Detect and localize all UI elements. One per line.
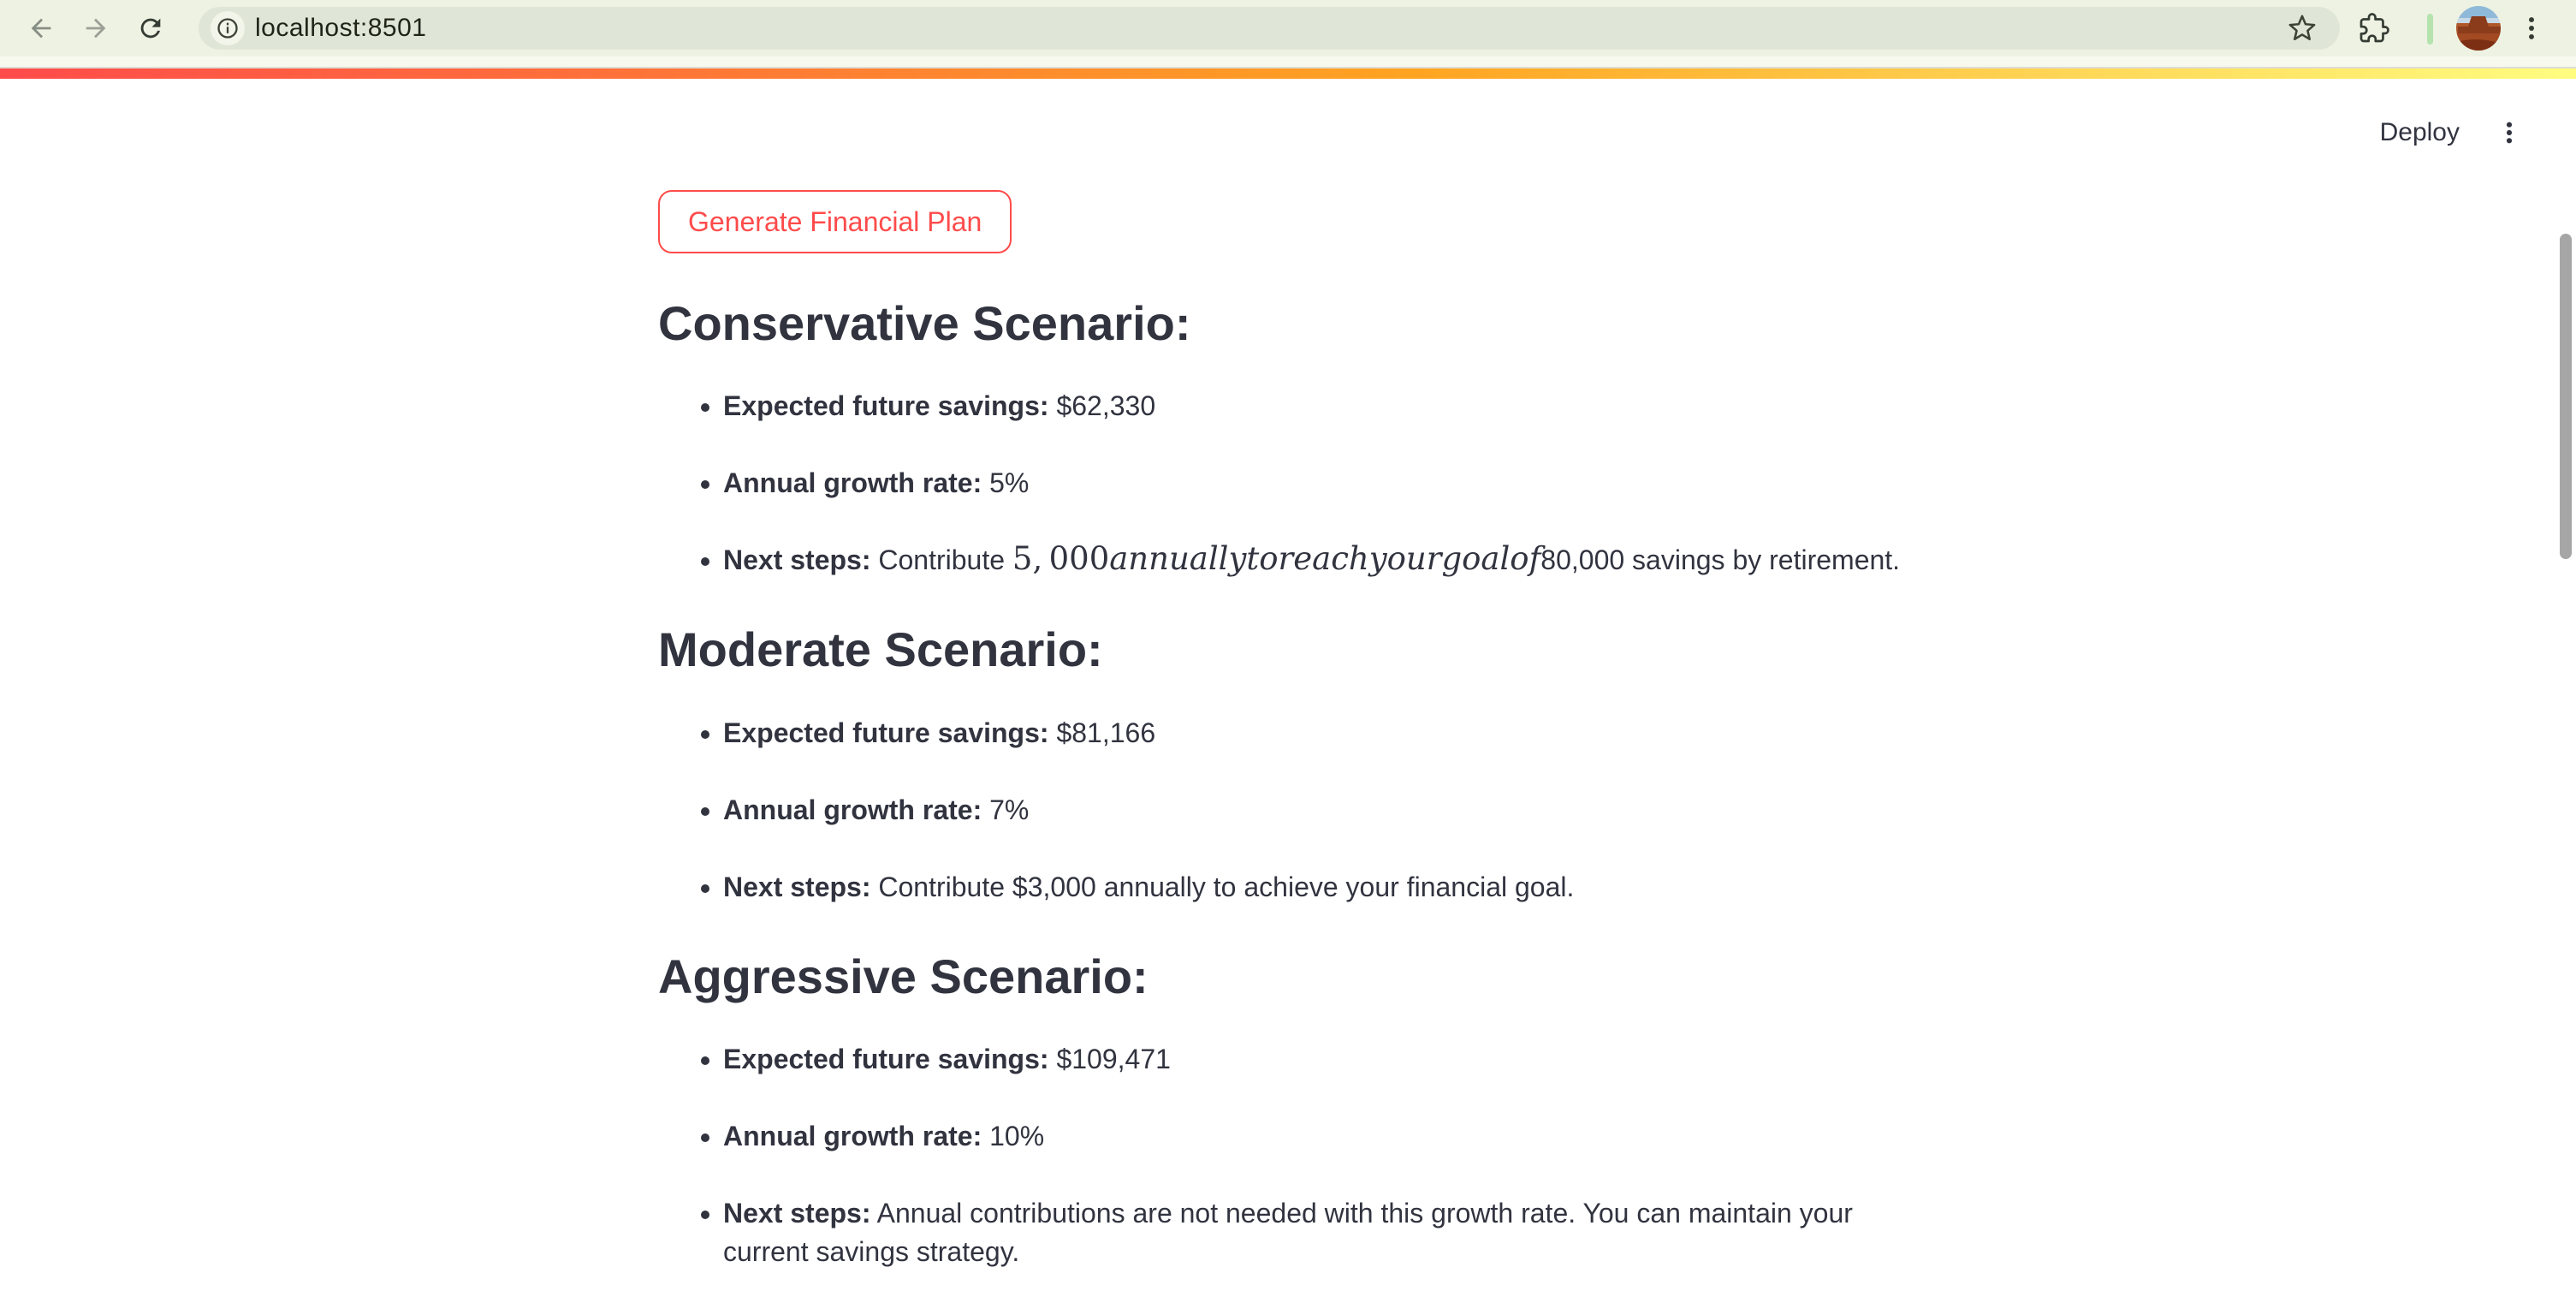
list-item [723, 868, 1918, 907]
scenario-list-aggressive [658, 1040, 1918, 1271]
list-item [723, 387, 1918, 425]
item-label: Next steps: [723, 544, 871, 576]
kebab-menu-icon [2496, 119, 2523, 146]
item-value: Contribute $3,000 annually to achieve your financial goal. [870, 871, 1575, 902]
scenario-list-moderate [658, 714, 1918, 907]
deploy-button[interactable]: Deploy [2379, 118, 2460, 146]
scenario-list-conservative [658, 387, 1918, 580]
scenario-heading-conservative: Conservative Scenario: [658, 296, 1191, 350]
item-label: Annual growth rate: [723, 467, 982, 499]
url-text: localhost:8501 [255, 14, 427, 42]
reload-button[interactable] [130, 8, 171, 49]
item-value: Annual contributions are not needed with this growth rate. You can maintain your current savings strategy. [723, 1197, 1853, 1267]
item-value: 7% [982, 794, 1030, 825]
math-roman-text: 5, 000 [1012, 540, 1110, 578]
extensions-button[interactable] [2355, 9, 2393, 47]
kebab-menu-icon [2517, 14, 2546, 43]
toolbar-bottom-strip [0, 57, 2576, 67]
item-label: Expected future savings: [723, 1043, 1049, 1074]
list-item [723, 1194, 1918, 1271]
list-item [723, 541, 1918, 580]
back-button[interactable] [21, 8, 62, 49]
app-viewport [0, 79, 2576, 1291]
app-menu-button[interactable] [2490, 114, 2528, 152]
puzzle-icon [2359, 13, 2389, 44]
item-label: Expected future savings: [723, 717, 1049, 748]
toolbar-divider [2427, 14, 2433, 45]
item-label: Next steps: [723, 1197, 871, 1229]
main-content [658, 79, 1918, 1271]
bookmark-button[interactable] [2285, 11, 2319, 45]
item-value: 5% [982, 467, 1030, 499]
item-label: Expected future savings: [723, 390, 1049, 422]
browser-menu-button[interactable] [2513, 9, 2550, 47]
star-icon [2288, 14, 2317, 43]
list-item [723, 1117, 1918, 1156]
browser-toolbar [0, 0, 2576, 57]
generate-financial-plan-button[interactable]: Generate Financial Plan [658, 190, 1012, 253]
streamlit-decoration-bar [0, 68, 2576, 79]
avatar-mesa-image [2456, 6, 2501, 51]
list-item [723, 1040, 1918, 1079]
scenario-heading-aggressive: Aggressive Scenario: [658, 949, 1149, 1003]
item-value: 10% [982, 1120, 1045, 1151]
item-label: Annual growth rate: [723, 1120, 982, 1151]
back-arrow-icon [27, 14, 56, 43]
streamlit-header [2371, 111, 2528, 154]
forward-arrow-icon [81, 14, 110, 43]
math-italic-text: annuallytoreachyourgoalof [1109, 540, 1541, 578]
list-item [723, 714, 1918, 753]
list-item [723, 791, 1918, 830]
item-label: Next steps: [723, 871, 871, 902]
item-label: Annual growth rate: [723, 794, 982, 825]
list-item [723, 464, 1918, 503]
address-bar[interactable] [199, 7, 2340, 50]
site-info-button[interactable] [211, 11, 245, 45]
item-value: $81,166 [1048, 717, 1156, 748]
item-value: $62,330 [1048, 390, 1156, 422]
item-value: Contribute [870, 544, 1012, 576]
reload-icon [136, 14, 165, 43]
info-icon [216, 16, 240, 40]
item-value: 80,000 savings by retirement. [1540, 544, 1901, 576]
scenario-heading-moderate: Moderate Scenario: [658, 622, 1103, 677]
item-value: $109,471 [1048, 1043, 1171, 1074]
profile-avatar[interactable] [2456, 6, 2501, 51]
scrollbar-thumb[interactable] [2560, 234, 2572, 559]
forward-button[interactable] [75, 8, 116, 49]
